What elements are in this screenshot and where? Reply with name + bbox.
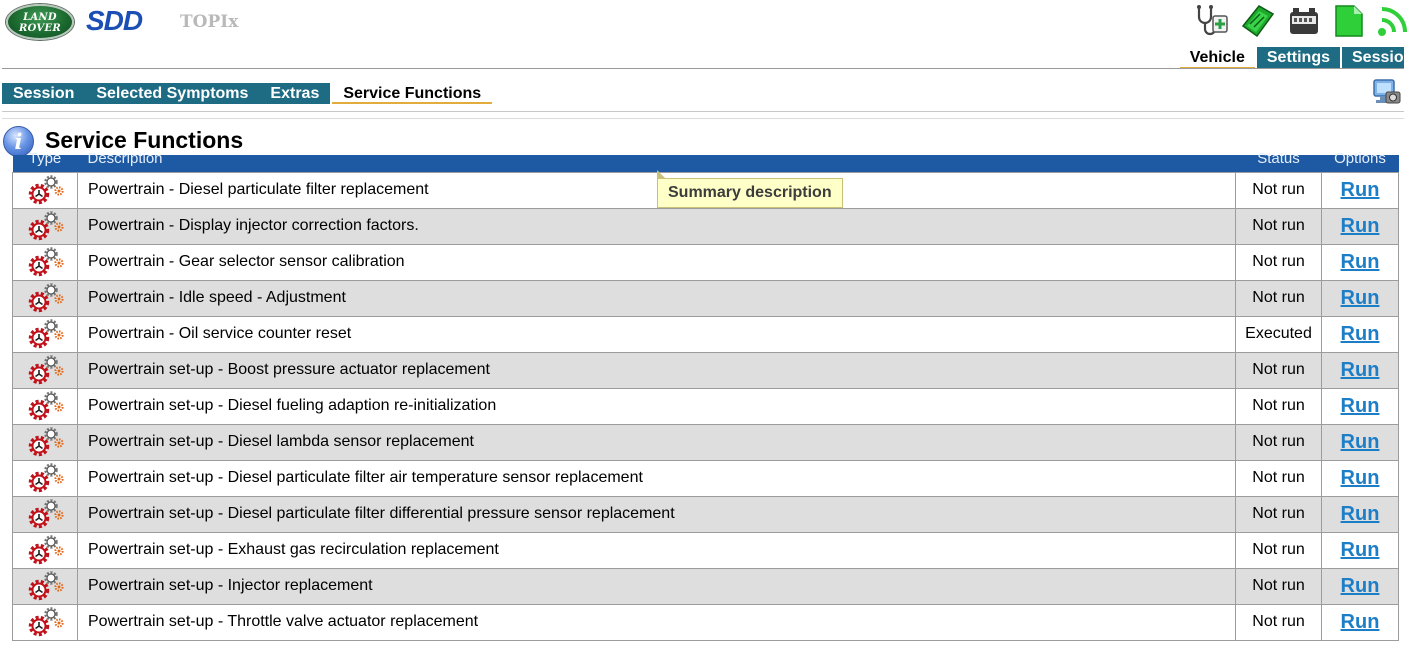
run-link[interactable]: Run (1340, 178, 1380, 201)
screenshot-camera-icon[interactable] (1368, 76, 1402, 110)
options-cell (1322, 460, 1399, 496)
run-link[interactable]: Run (1340, 502, 1380, 525)
service-function-description: Powertrain set-up - Diesel particulate filter differential pressure sensor replacement (78, 496, 1236, 532)
service-function-status: Not run (1236, 568, 1322, 604)
app-header (0, 0, 1413, 70)
column-header-description[interactable]: Description (78, 155, 1236, 172)
column-header-type[interactable]: Type (13, 155, 78, 172)
app-subtitle: TOPIx (180, 12, 239, 32)
logo-text-line1: LAND (23, 12, 57, 23)
service-functions-table (12, 150, 1398, 641)
subtab-service-functions[interactable]: Service Functions (332, 83, 492, 104)
options-cell (1322, 280, 1399, 316)
table-body (13, 172, 1399, 640)
service-function-type-cell (13, 316, 78, 352)
service-function-type-cell (13, 352, 78, 388)
signal-icon[interactable] (1370, 2, 1406, 40)
battery-icon[interactable] (1286, 2, 1322, 40)
column-header-status[interactable]: Status (1236, 155, 1322, 172)
service-function-description: Powertrain set-up - Throttle valve actuator replacement (78, 604, 1236, 640)
info-icon: i (3, 126, 34, 157)
service-function-status: Executed (1236, 316, 1322, 352)
options-cell (1322, 172, 1399, 208)
service-function-type-cell (13, 208, 78, 244)
service-function-status: Not run (1236, 604, 1322, 640)
service-gear-icon (25, 541, 65, 558)
service-function-description: Powertrain - Gear selector sensor calibration (78, 244, 1236, 280)
subtab-session[interactable]: Session (2, 83, 85, 104)
run-link[interactable]: Run (1340, 358, 1380, 381)
subtab-selected-symptoms[interactable]: Selected Symptoms (85, 83, 259, 104)
content-divider (2, 118, 1404, 119)
service-gear-icon (25, 325, 65, 342)
app-name: SDD (86, 5, 143, 36)
document-icon[interactable] (1330, 2, 1366, 40)
service-function-type-cell (13, 496, 78, 532)
service-function-type-cell (13, 604, 78, 640)
run-link[interactable]: Run (1340, 250, 1380, 273)
table-row[interactable] (13, 496, 1399, 532)
service-function-description: Powertrain - Oil service counter reset (78, 316, 1236, 352)
table-row[interactable] (13, 532, 1399, 568)
run-link[interactable]: Run (1340, 322, 1380, 345)
options-cell (1322, 388, 1399, 424)
service-function-type-cell (13, 532, 78, 568)
options-cell (1322, 244, 1399, 280)
table-row[interactable] (13, 424, 1399, 460)
table-row[interactable] (13, 604, 1399, 640)
subtab-extras[interactable]: Extras (259, 83, 330, 104)
run-link[interactable]: Run (1340, 466, 1380, 489)
toolbar-icons (1194, 2, 1404, 40)
service-gear-icon (25, 505, 65, 522)
service-function-status: Not run (1236, 532, 1322, 568)
service-function-description: Powertrain set-up - Diesel particulate filter air temperature sensor replacement (78, 460, 1236, 496)
table-row[interactable] (13, 352, 1399, 388)
table-row[interactable] (13, 208, 1399, 244)
table-row[interactable] (13, 316, 1399, 352)
service-function-type-cell (13, 424, 78, 460)
service-function-type-cell (13, 568, 78, 604)
sub-tabs (2, 83, 492, 105)
service-function-description: Powertrain set-up - Exhaust gas recirculation replacement (78, 532, 1236, 568)
service-gear-icon (25, 253, 65, 270)
options-cell (1322, 316, 1399, 352)
column-header-options[interactable]: Options (1322, 155, 1399, 172)
service-function-description: Powertrain - Diesel particulate filter replacement (78, 172, 1236, 208)
service-function-status: Not run (1236, 352, 1322, 388)
service-function-description: Powertrain set-up - Injector replacement (78, 568, 1236, 604)
tab-settings[interactable]: Settings (1257, 47, 1340, 69)
service-function-type-cell (13, 280, 78, 316)
stethoscope-icon[interactable] (1194, 2, 1230, 40)
options-cell (1322, 604, 1399, 640)
service-gear-icon (25, 433, 65, 450)
run-link[interactable]: Run (1340, 214, 1380, 237)
options-cell (1322, 352, 1399, 388)
options-cell (1322, 568, 1399, 604)
service-function-type-cell (13, 388, 78, 424)
options-cell (1322, 208, 1399, 244)
service-function-status: Not run (1236, 496, 1322, 532)
logo-text-line2: ROVER (18, 23, 62, 34)
run-link[interactable]: Run (1340, 394, 1380, 417)
service-function-status: Not run (1236, 244, 1322, 280)
service-gear-icon (25, 577, 65, 594)
options-cell (1322, 532, 1399, 568)
tab-vehicle[interactable]: Vehicle (1180, 47, 1255, 69)
run-link[interactable]: Run (1340, 610, 1380, 633)
service-function-description: Powertrain - Display injector correction factors. (78, 208, 1236, 244)
service-gear-icon (25, 181, 65, 198)
run-link[interactable]: Run (1340, 538, 1380, 561)
service-function-description: Powertrain set-up - Boost pressure actuator replacement (78, 352, 1236, 388)
table-row[interactable] (13, 280, 1399, 316)
service-gear-icon (25, 361, 65, 378)
service-function-type-cell (13, 244, 78, 280)
service-function-description: Powertrain set-up - Diesel fueling adaption re-initialization (78, 388, 1236, 424)
main-tabs (1178, 47, 1413, 69)
summary-tooltip: Summary description (657, 178, 843, 208)
service-gear-icon (25, 397, 65, 414)
table-row[interactable] (13, 460, 1399, 496)
run-link[interactable]: Run (1340, 574, 1380, 597)
service-gear-icon (25, 469, 65, 486)
service-function-description: Powertrain - Idle speed - Adjustment (78, 280, 1236, 316)
table-row[interactable] (13, 568, 1399, 604)
service-gear-icon (25, 217, 65, 234)
service-function-type-cell (13, 460, 78, 496)
table-row[interactable] (13, 388, 1399, 424)
service-function-status: Not run (1236, 208, 1322, 244)
table-header-row (13, 155, 1399, 172)
service-function-status: Not run (1236, 280, 1322, 316)
options-cell (1322, 496, 1399, 532)
service-function-type-cell (13, 172, 78, 208)
run-link[interactable]: Run (1340, 430, 1380, 453)
page-title: Service Functions (45, 127, 244, 153)
service-function-status: Not run (1236, 424, 1322, 460)
land-rover-logo (6, 4, 74, 40)
run-link[interactable]: Run (1340, 286, 1380, 309)
tab-session[interactable]: Session (1342, 47, 1404, 69)
header-divider (2, 68, 1404, 69)
green-ticket-icon[interactable] (1239, 2, 1275, 40)
service-gear-icon (25, 613, 65, 630)
table-row[interactable] (13, 244, 1399, 280)
service-function-status: Not run (1236, 460, 1322, 496)
service-gear-icon (25, 289, 65, 306)
subtabs-divider (2, 111, 1404, 112)
service-function-description: Powertrain set-up - Diesel lambda sensor replacement (78, 424, 1236, 460)
options-cell (1322, 424, 1399, 460)
service-function-status: Not run (1236, 388, 1322, 424)
service-function-status: Not run (1236, 172, 1322, 208)
